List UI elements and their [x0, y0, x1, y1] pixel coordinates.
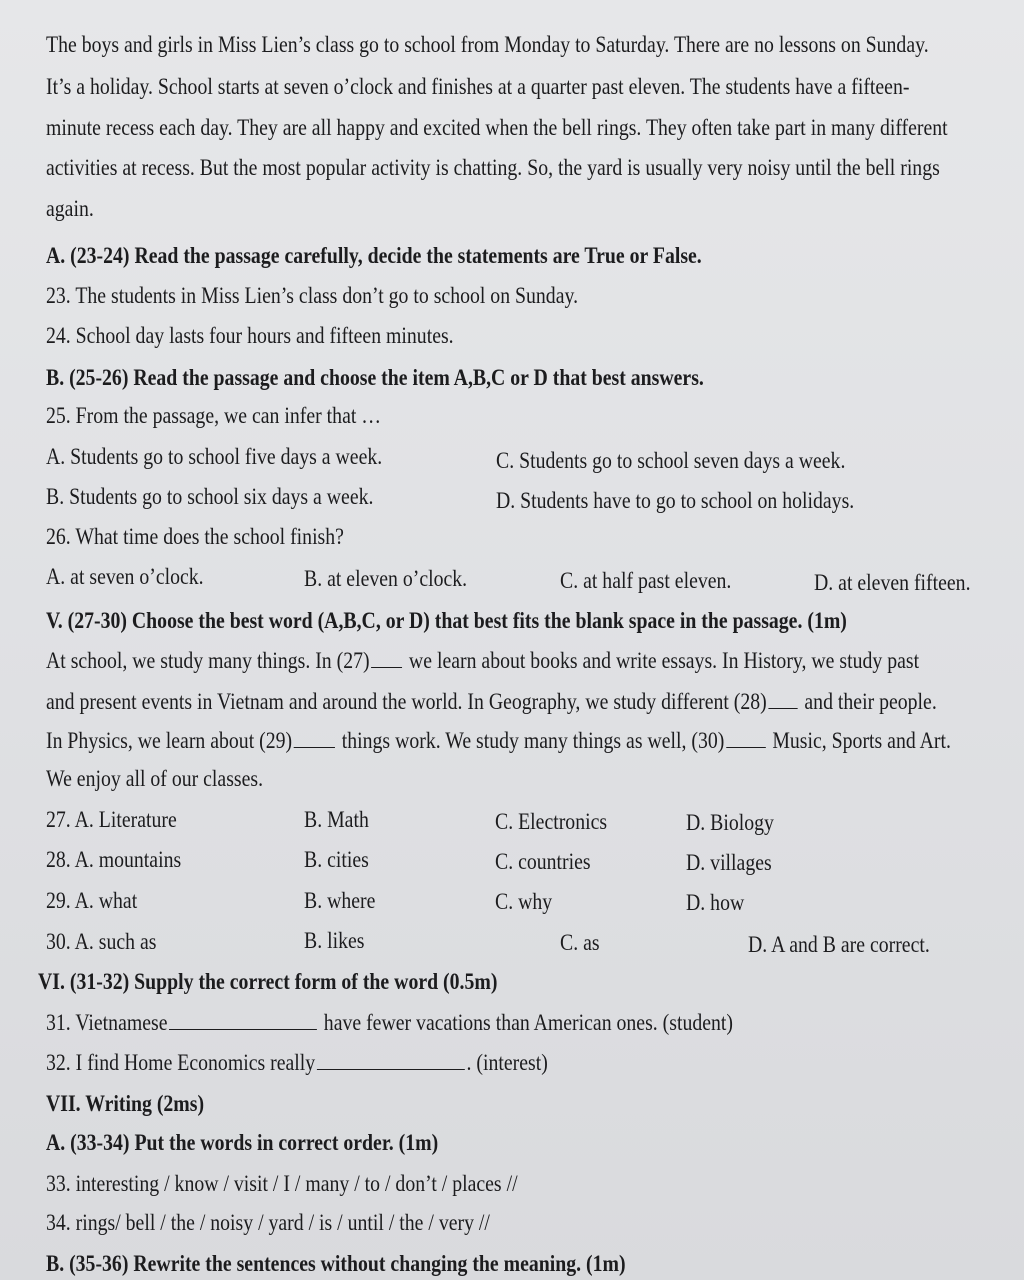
q29-option-b: B. where	[304, 888, 376, 913]
q29-option-a: 29. A. what	[46, 888, 138, 913]
q30-option-d: D. A and B are correct.	[748, 932, 930, 957]
section-vii-heading: VII. Writing (2ms)	[46, 1091, 205, 1116]
blank-27[interactable]	[371, 647, 402, 668]
q25-option-a: A. Students go to school five days a week.	[46, 444, 383, 469]
cloze-line-3-b: things work. We study many things as well, (30)	[341, 728, 725, 753]
q27-option-a: 27. A. Literature	[46, 807, 177, 832]
q32-text-a: 32. I find Home Economics really	[46, 1050, 316, 1075]
question-31	[46, 1008, 733, 1038]
q28-option-d: D. villages	[686, 850, 772, 875]
passage-line-1: The boys and girls in Miss Lien’s class go to school from Monday to Saturday. There are no lessons on Sunday.	[46, 32, 929, 57]
q28-option-c: C. countries	[495, 849, 591, 874]
cloze-line-3-c: Music, Sports and Art.	[772, 728, 951, 753]
cloze-line-1	[46, 646, 919, 676]
section-vii-b-heading: B. (35-36) Rewrite the sentences without changing the meaning. (1m)	[46, 1251, 626, 1276]
q27-option-c: C. Electronics	[495, 809, 608, 834]
section-vi-heading: VI. (31-32) Supply the correct form of the word (0.5m)	[38, 969, 498, 994]
blank-30[interactable]	[726, 727, 766, 748]
question-25: 25. From the passage, we can infer that …	[46, 403, 382, 428]
q26-option-c: C. at half past eleven.	[560, 568, 732, 593]
passage-line-2: It’s a holiday. School starts at seven o’clock and finishes at a quarter past eleven. The students have a fifteen-	[46, 74, 910, 99]
question-26: 26. What time does the school finish?	[46, 524, 344, 549]
question-34: 34. rings/ bell / the / noisy / yard / is / until / the / very //	[46, 1210, 490, 1235]
section-v-heading: V. (27-30) Choose the best word (A,B,C, or D) that best fits the blank space in the passage. (1m)	[46, 608, 847, 633]
cloze-line-2-b: and their people.	[804, 689, 937, 714]
passage-line-3: minute recess each day. They are all happy and excited when the bell rings. They often take part in many different	[46, 115, 948, 140]
passage-line-4: activities at recess. But the most popular activity is chatting. So, the yard is usually very noisy until the bell rings	[46, 155, 940, 180]
q26-option-a: A. at seven o’clock.	[46, 564, 204, 589]
section-a-heading: A. (23-24) Read the passage carefully, decide the statements are True or False.	[46, 243, 702, 268]
blank-31[interactable]	[169, 1009, 317, 1030]
q30-option-b: B. likes	[304, 928, 365, 953]
blank-32[interactable]	[317, 1049, 465, 1070]
q31-text-b: have fewer vacations than American ones. (student)	[323, 1010, 733, 1035]
q26-option-d: D. at eleven fifteen.	[814, 570, 971, 595]
q27-option-b: B. Math	[304, 807, 369, 832]
q26-option-b: B. at eleven o’clock.	[304, 566, 468, 591]
q29-option-d: D. how	[686, 890, 745, 915]
passage-line-5: again.	[46, 196, 94, 221]
section-b-heading: B. (25-26) Read the passage and choose the item A,B,C or D that best answers.	[46, 365, 704, 390]
q25-option-d: D. Students have to go to school on holidays.	[496, 488, 855, 513]
cloze-line-3	[46, 726, 951, 756]
q29-option-c: C. why	[495, 889, 553, 914]
question-24: 24. School day lasts four hours and fifteen minutes.	[46, 323, 454, 348]
blank-29[interactable]	[294, 727, 335, 748]
q30-option-c: C. as	[560, 930, 600, 955]
q28-option-a: 28. A. mountains	[46, 847, 182, 872]
cloze-line-1-a: At school, we study many things. In (27)	[46, 648, 370, 673]
cloze-line-2-a: and present events in Vietnam and around the world. In Geography, we study different (28)	[46, 689, 767, 714]
question-23: 23. The students in Miss Lien’s class don’t go to school on Sunday.	[46, 283, 579, 308]
question-33: 33. interesting / know / visit / I / many / to / don’t / places //	[46, 1171, 518, 1196]
q25-option-c: C. Students go to school seven days a week.	[496, 448, 846, 473]
q30-option-a: 30. A. such as	[46, 929, 157, 954]
section-vii-a-heading: A. (33-34) Put the words in correct order. (1m)	[46, 1130, 439, 1155]
cloze-line-4: We enjoy all of our classes.	[46, 766, 264, 791]
q27-option-d: D. Biology	[686, 810, 774, 835]
q25-option-b: B. Students go to school six days a week.	[46, 484, 374, 509]
q31-text-a: 31. Vietnamese	[46, 1010, 168, 1035]
question-32	[46, 1048, 548, 1078]
blank-28[interactable]	[768, 688, 797, 709]
q28-option-b: B. cities	[304, 847, 369, 872]
q32-text-b: . (interest)	[466, 1050, 548, 1075]
cloze-line-1-b: we learn about books and write essays. In History, we study past	[408, 648, 920, 673]
cloze-line-3-a: In Physics, we learn about (29)	[46, 728, 293, 753]
cloze-line-2	[46, 687, 937, 717]
